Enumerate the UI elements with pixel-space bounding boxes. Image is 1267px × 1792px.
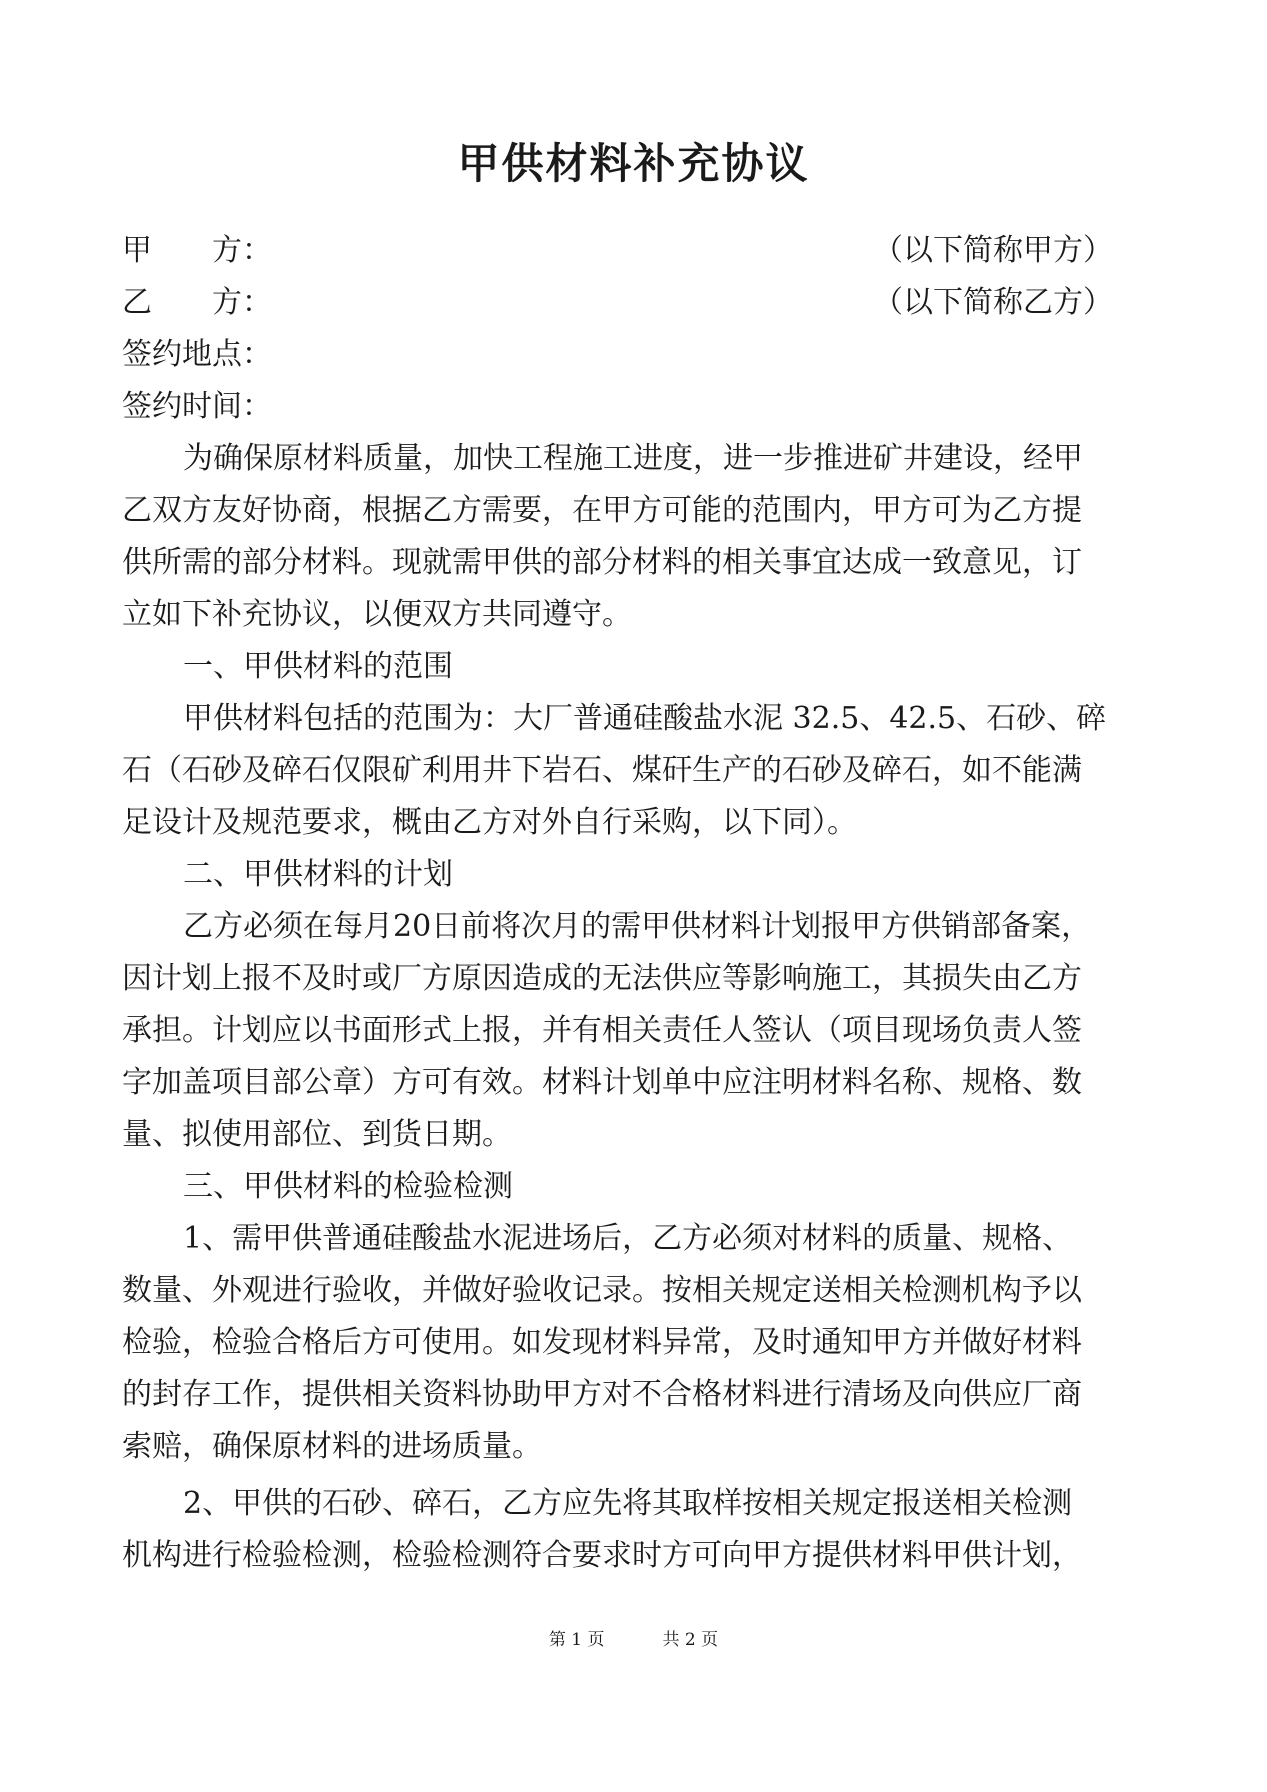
body-line: 承担。计划应以书面形式上报，并有相关责任人签认（项目现场负责人签 (122, 1013, 1082, 1048)
body-line: 立如下补充协议，以便双方共同遵守。 (122, 597, 632, 632)
section-heading: 三、甲供材料的检验检测 (183, 1169, 513, 1204)
body-line: 字加盖项目部公章）方可有效。材料计划单中应注明材料名称、规格、数 (122, 1065, 1082, 1100)
section-heading: 一、甲供材料的范围 (183, 649, 453, 684)
body-line: 甲供材料包括的范围为：大厂普通硅酸盐水泥 32.5、42.5、石砂、碎 (183, 701, 1107, 736)
party-b-label: 乙 方： (122, 285, 272, 320)
body-line: 乙双方友好协商，根据乙方需要，在甲方可能的范围内，甲方可为乙方提 (122, 493, 1082, 528)
body-line: 乙方必须在每月20日前将次月的需甲供材料计划报甲方供销部备案， (183, 909, 1092, 944)
document-title: 甲供材料补充协议 (457, 139, 810, 188)
body-line: 数量、外观进行验收，并做好验收记录。按相关规定送相关检测机构予以 (122, 1273, 1082, 1308)
body-line: 索赔，确保原材料的进场质量。 (122, 1429, 542, 1464)
party-b-note: （以下简称乙方） (873, 285, 1113, 320)
body-line: 为确保原材料质量，加快工程施工进度，进一步推进矿井建设，经甲 (183, 441, 1083, 476)
section-heading: 二、甲供材料的计划 (183, 857, 453, 892)
body-line: 因计划上报不及时或厂方原因造成的无法供应等影响施工，其损失由乙方 (122, 961, 1082, 996)
page-number-total: 共 2 页 (662, 1630, 719, 1650)
body-line: 检验，检验合格后方可使用。如发现材料异常，及时通知甲方并做好材料 (122, 1325, 1082, 1360)
body-line: 的封存工作，提供相关资料协助甲方对不合格材料进行清场及向供应厂商 (122, 1377, 1082, 1412)
signing-location-label: 签约地点： (122, 337, 272, 372)
party-a-label: 甲 方： (122, 233, 272, 268)
page-footer (0, 1628, 1267, 1652)
body-line: 2、甲供的石砂、碎石，乙方应先将其取样按相关规定报送相关检测 (183, 1486, 1073, 1521)
body-line: 石（石砂及碎石仅限矿利用井下岩石、煤矸生产的石砂及碎石，如不能满 (122, 753, 1082, 788)
body-line: 机构进行检验检测，检验检测符合要求时方可向甲方提供材料甲供计划， (122, 1538, 1082, 1573)
party-a-note: （以下简称甲方） (873, 233, 1113, 268)
body-line: 1、需甲供普通硅酸盐水泥进场后，乙方必须对材料的质量、规格、 (183, 1221, 1073, 1256)
body-line: 供所需的部分材料。现就需甲供的部分材料的相关事宜达成一致意见，订 (122, 545, 1082, 580)
page-number-current: 第 1 页 (548, 1630, 605, 1650)
body-line: 量、拟使用部位、到货日期。 (122, 1117, 512, 1152)
body-line: 足设计及规范要求，概由乙方对外自行采购，以下同）。 (122, 805, 857, 840)
signing-time-label: 签约时间： (122, 389, 272, 424)
